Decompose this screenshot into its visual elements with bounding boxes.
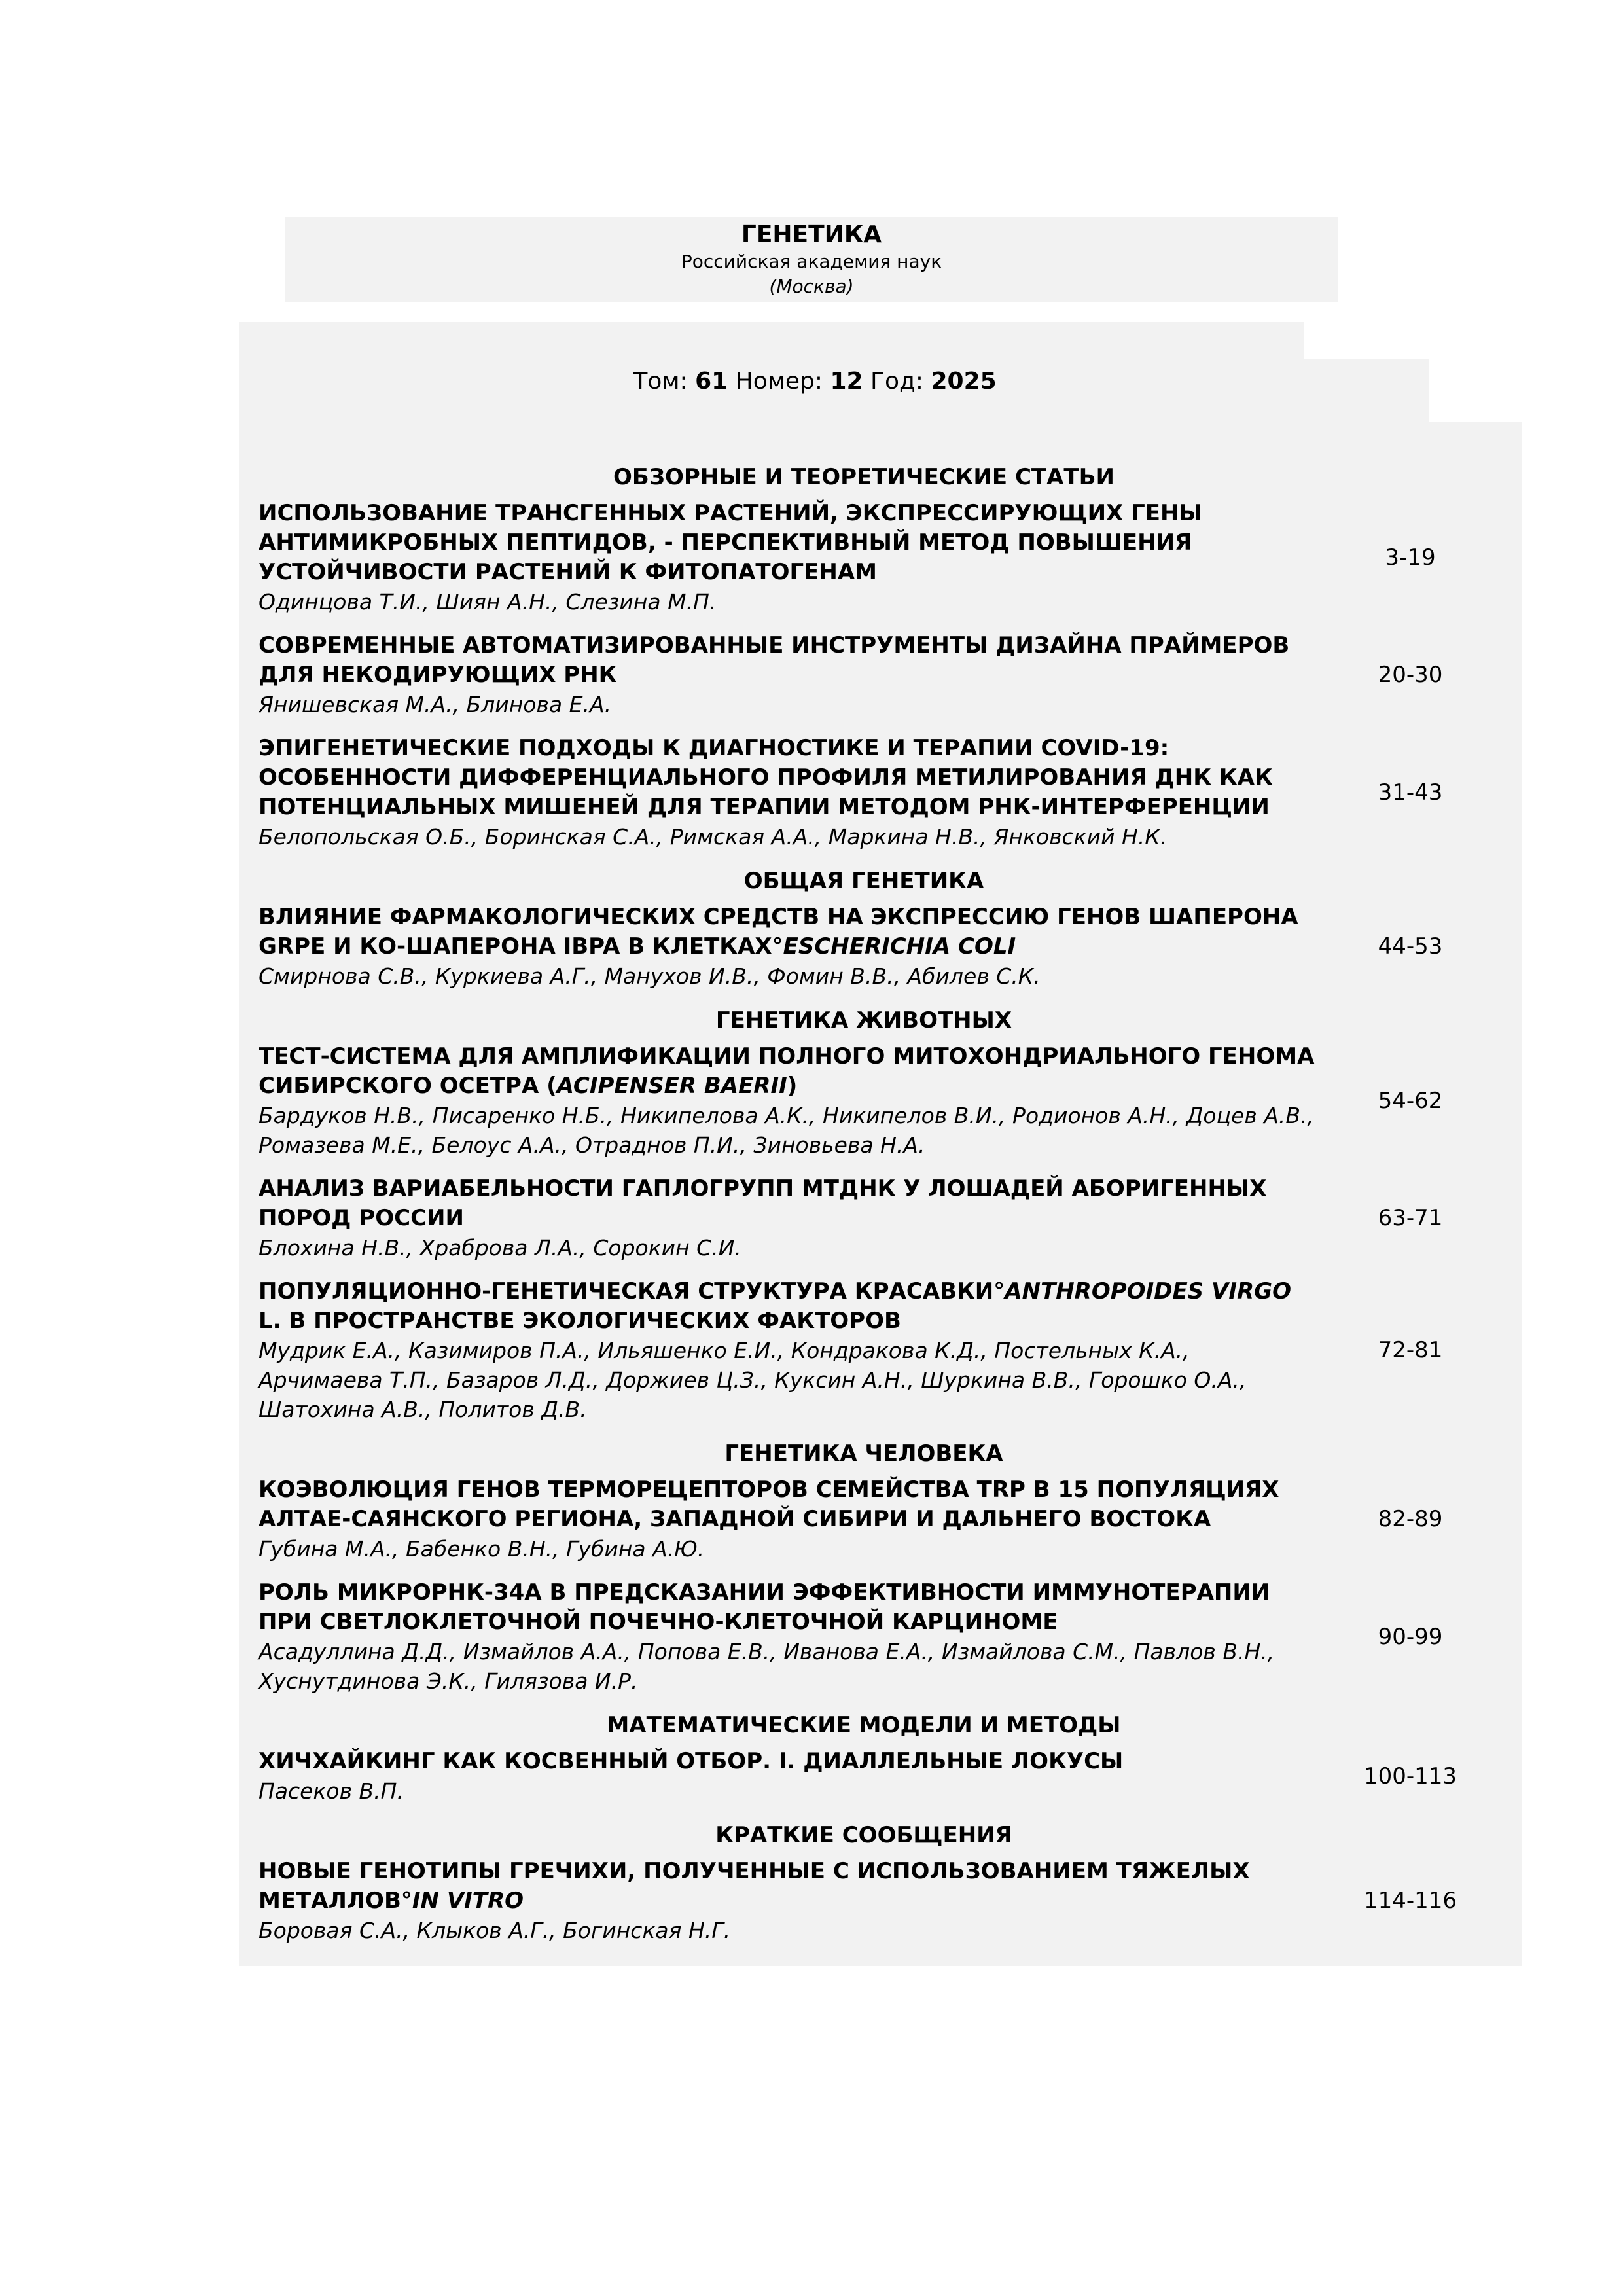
article-title[interactable]	[259, 499, 1319, 587]
article-body	[259, 1277, 1319, 1424]
article-title[interactable]	[259, 1475, 1319, 1534]
article-authors: Бардуков Н.В., Писаренко Н.Б., Никипелова А.К., Никипелов В.И., Родионов А.Н., Доцев А.В., Ромазева М.Е., Белоус А.А., Отраднов П.И., Зиновьева Н.А.	[259, 1103, 1315, 1158]
number-label: Номер:	[728, 368, 830, 395]
article-entry	[259, 1277, 1502, 1424]
section-heading: ГЕНЕТИКА ЖИВОТНЫХ	[715, 1007, 1012, 1033]
article-title[interactable]	[259, 631, 1319, 690]
article-title-latin: IN VITRO	[412, 1888, 524, 1914]
section-heading: ГЕНЕТИКА ЧЕЛОВЕКА	[724, 1441, 1003, 1467]
article-body	[259, 1174, 1319, 1263]
section-heading: МАТЕМАТИЧЕСКИЕ МОДЕЛИ И МЕТОДЫ	[607, 1712, 1121, 1738]
publisher-city: (Москва)	[769, 276, 854, 297]
article-title-text: ЭПИГЕНЕТИЧЕСКИЕ ПОДХОДЫ К ДИАГНОСТИКЕ И ТЕРАПИИ COVID-19: ОСОБЕННОСТИ ДИФФЕРЕНЦИАЛЬНОГО ПРОФИЛЯ МЕТИЛИРОВАНИЯ ДНК КАК ПОТЕНЦИАЛЬНЫХ МИШЕНЕЙ ДЛЯ ТЕРАПИИ МЕТОДОМ РНК-ИНТЕРФЕРЕНЦИИ	[259, 735, 1273, 820]
article-authors: Асадуллина Д.Д., Измайлов А.А., Попова Е.В., Иванова Е.А., Измайлова С.М., Павлов В.Н., Хуснутдинова Э.К., Гилязова И.Р.	[259, 1639, 1275, 1694]
section-heading: ОБЗОРНЫЕ И ТЕОРЕТИЧЕСКИЕ СТАТЬИ	[613, 464, 1115, 490]
article-title-text: ИСПОЛЬЗОВАНИЕ ТРАНСГЕННЫХ РАСТЕНИЙ, ЭКСПРЕССИРУЮЩИХ ГЕНЫ АНТИМИКРОБНЫХ ПЕПТИДОВ, - ПЕРСПЕКТИВНЫЙ МЕТОД ПОВЫШЕНИЯ УСТОЙЧИВОСТИ РАСТЕНИЙ К ФИТОПАТОГЕНАМ	[259, 500, 1202, 585]
article-entry	[259, 1857, 1502, 1945]
article-body	[259, 734, 1319, 852]
article-entry	[259, 1174, 1502, 1263]
article-pages: 114-116	[1363, 1888, 1457, 1914]
journal-header	[285, 217, 1338, 302]
article-title[interactable]	[259, 1174, 1319, 1233]
article-pages: 72-81	[1378, 1337, 1443, 1363]
article-title[interactable]	[259, 1747, 1319, 1776]
article-authors: Одинцова Т.И., Шиян А.Н., Слезина М.П.	[259, 589, 717, 615]
article-entry	[259, 1747, 1502, 1806]
article-title-text: ТЕСТ-СИСТЕМА ДЛЯ АМПЛИФИКАЦИИ ПОЛНОГО МИТОХОНДРИАЛЬНОГО ГЕНОМА СИБИРСКОГО ОСЕТРА (	[259, 1043, 1315, 1099]
article-pages: 20-30	[1378, 662, 1443, 688]
article-body	[259, 1578, 1319, 1696]
journal-title: ГЕНЕТИКА	[741, 221, 882, 248]
section-heading: КРАТКИЕ СООБЩЕНИЯ	[715, 1822, 1012, 1848]
article-pages: 63-71	[1378, 1205, 1443, 1231]
article-authors: Блохина Н.В., Храброва Л.А., Сорокин С.И.	[259, 1235, 741, 1261]
table-of-contents	[259, 462, 1502, 1960]
article-entry	[259, 1042, 1502, 1160]
article-entry	[259, 1475, 1502, 1564]
article-title[interactable]	[259, 734, 1319, 822]
article-body	[259, 903, 1319, 991]
article-title-latin: ANTHROPOIDES VIRGO	[1005, 1278, 1291, 1304]
article-authors: Боровая С.А., Клыков А.Г., Богинская Н.Г.	[259, 1918, 731, 1943]
article-pages: 82-89	[1378, 1506, 1443, 1532]
article-authors: Мудрик Е.А., Казимиров П.А., Ильяшенко Е.И., Кондракова К.Д., Постельных К.А., Арчимаева Т.П., Базаров Л.Д., Доржиев Ц.З., Куксин А.Н., Шуркина В.В., Горошко О.А., Шатохина А.В., Политов Д.В.	[259, 1338, 1247, 1422]
section-heading: ОБЩАЯ ГЕНЕТИКА	[743, 868, 984, 894]
article-title-text: ВЛИЯНИЕ ФАРМАКОЛОГИЧЕСКИХ СРЕДСТВ НА ЭКСПРЕССИЮ ГЕНОВ ШАПЕРОНА GRPE И КО-ШАПЕРОНА IBPA В КЛЕТКАХ°	[259, 904, 1298, 960]
article-title[interactable]	[259, 1042, 1319, 1101]
article-title-latin: ACIPENSER BAERII	[556, 1073, 787, 1099]
article-body	[259, 1747, 1319, 1806]
article-entry	[259, 734, 1502, 852]
article-authors: Губина М.А., Бабенко В.Н., Губина А.Ю.	[259, 1536, 705, 1562]
article-title-text: АНАЛИЗ ВАРИАБЕЛЬНОСТИ ГАПЛОГРУПП МТДНК У ЛОШАДЕЙ АБОРИГЕННЫХ ПОРОД РОССИИ	[259, 1175, 1267, 1231]
article-title-text: СОВРЕМЕННЫЕ АВТОМАТИЗИРОВАННЫЕ ИНСТРУМЕНТЫ ДИЗАЙНА ПРАЙМЕРОВ ДЛЯ НЕКОДИРУЮЩИХ РНК	[259, 632, 1290, 688]
volume-value: 61	[695, 368, 728, 395]
article-title[interactable]	[259, 1857, 1319, 1916]
article-authors: Белопольская О.Б., Боринская С.А., Римская А.А., Маркина Н.В., Янковский Н.К.	[259, 824, 1168, 850]
article-pages: 3-19	[1385, 544, 1436, 571]
article-authors: Пасеков В.П.	[259, 1778, 404, 1804]
article-authors: Смирнова С.В., Куркиева А.Г., Манухов И.В., Фомин В.В., Абилев С.К.	[259, 963, 1041, 989]
article-entry	[259, 499, 1502, 617]
volume-label: Том:	[633, 368, 696, 395]
article-entry	[259, 903, 1502, 991]
article-title-continued: )	[787, 1073, 798, 1099]
article-body	[259, 1042, 1319, 1160]
article-title-text: ХИЧХАЙКИНГ КАК КОСВЕННЫЙ ОТБОР. I. ДИАЛЛЕЛЬНЫЕ ЛОКУСЫ	[259, 1748, 1124, 1774]
year-value: 2025	[931, 368, 997, 395]
article-authors: Янишевская М.А., Блинова Е.А.	[259, 692, 612, 717]
article-title-text: ПОПУЛЯЦИОННО-ГЕНЕТИЧЕСКАЯ СТРУКТУРА КРАСАВКИ°	[259, 1278, 1005, 1304]
article-title-text: РОЛЬ МИКРОРНК-34А В ПРЕДСКАЗАНИИ ЭФФЕКТИВНОСТИ ИММУНОТЕРАПИИ ПРИ СВЕТЛОКЛЕТОЧНОЙ ПОЧЕЧНО-КЛЕТОЧНОЙ КАРЦИНОМЕ	[259, 1579, 1270, 1635]
article-entry	[259, 1578, 1502, 1696]
article-body	[259, 631, 1319, 719]
article-title[interactable]	[259, 1578, 1319, 1637]
publisher: Российская академия наук	[681, 251, 942, 272]
article-body	[259, 499, 1319, 617]
article-pages: 44-53	[1378, 933, 1443, 960]
article-title-continued: L. В ПРОСТРАНСТВЕ ЭКОЛОГИЧЕСКИХ ФАКТОРОВ	[259, 1308, 901, 1334]
article-pages: 54-62	[1378, 1087, 1443, 1114]
article-title-text: КОЭВОЛЮЦИЯ ГЕНОВ ТЕРМОРЕЦЕПТОРОВ СЕМЕЙСТВА TRP В 15 ПОПУЛЯЦИЯХ АЛТАЕ-САЯНСКОГО РЕГИОНА, ЗАПАДНОЙ СИБИРИ И ДАЛЬНЕГО ВОСТОКА	[259, 1477, 1279, 1532]
article-title[interactable]	[259, 903, 1319, 961]
article-body	[259, 1475, 1319, 1564]
article-pages: 100-113	[1363, 1763, 1457, 1789]
year-label: Год:	[863, 368, 931, 395]
article-title-text: НОВЫЕ ГЕНОТИПЫ ГРЕЧИХИ, ПОЛУЧЕННЫЕ С ИСПОЛЬЗОВАНИЕМ ТЯЖЕЛЫХ МЕТАЛЛОВ°	[259, 1858, 1250, 1914]
article-entry	[259, 631, 1502, 719]
article-title-latin: ESCHERICHIA COLI	[783, 933, 1016, 960]
number-value: 12	[830, 368, 863, 395]
article-pages: 31-43	[1378, 779, 1443, 806]
article-pages: 90-99	[1378, 1623, 1443, 1650]
article-body	[259, 1857, 1319, 1945]
article-title[interactable]	[259, 1277, 1319, 1336]
issue-info	[239, 365, 1391, 398]
